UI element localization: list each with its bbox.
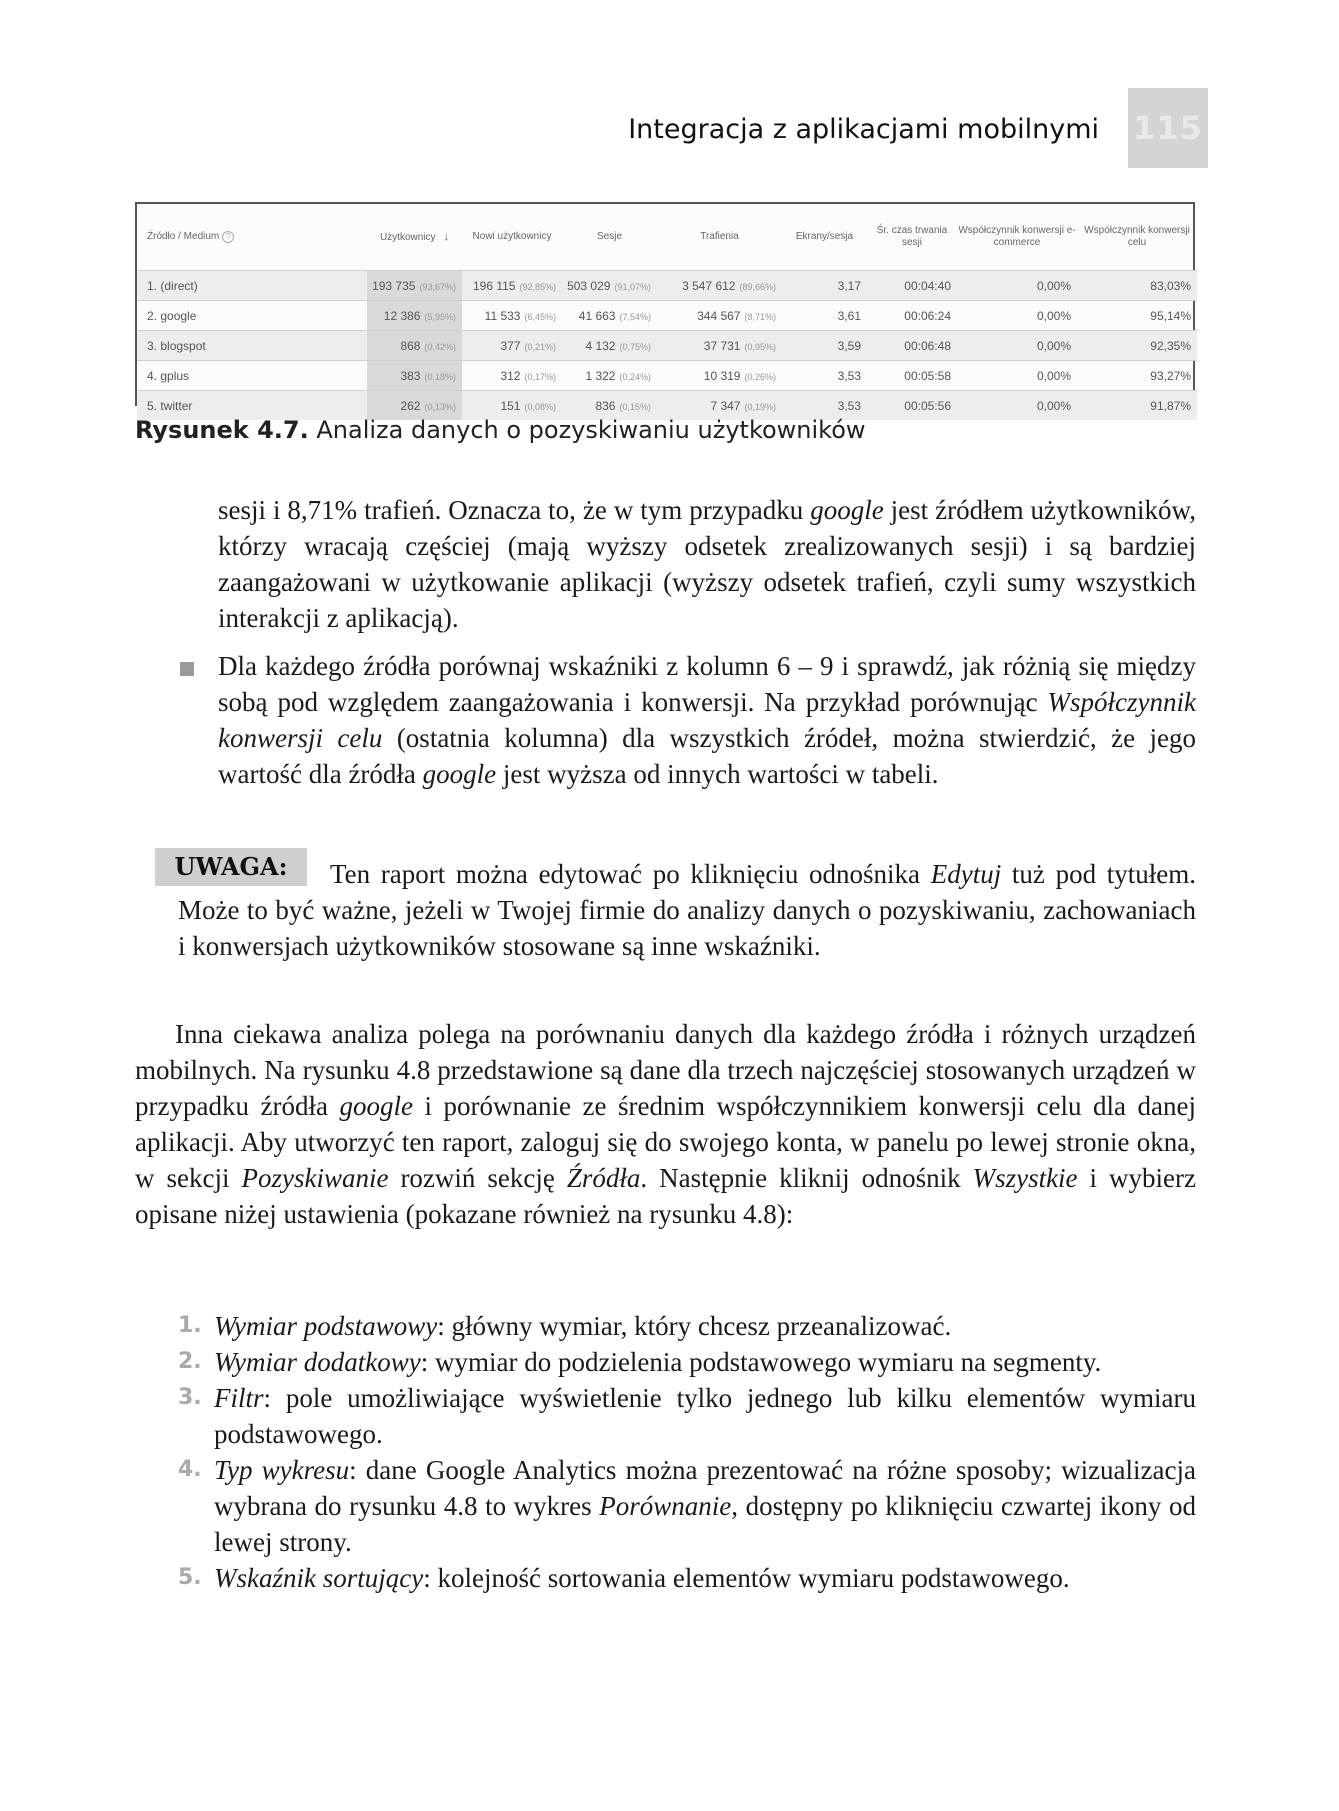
cell-hits: 37 731 (0,95%) bbox=[657, 331, 782, 361]
bullet-square-icon bbox=[180, 662, 194, 676]
paragraph-3: Inna ciekawa analiza polega na porównaniu danych dla każdego źródła i różnych urządzeń mobilnych. Na rysunku 4.8 przedstawione są dane dla trzech najczęściej stosowanych urządzeń w przypadku źródła google i porównanie ze średnim współczynnikiem konwersji celu dla danej aplikacji. Aby utworzyć ten raport, zaloguj się do swojego konta, w panelu po lewej stronie okna, w sekcji Pozyskiwanie rozwiń sekcję Źródła. Następnie kliknij odnośnik Wszystkie i wybierz opisane niżej ustawienia (pokazane również na rysunku 4.8): bbox=[135, 1019, 1196, 1229]
cell-users: 868 (0,42%) bbox=[367, 331, 462, 361]
list-item: 2. Wymiar dodatkowy: wymiar do podzielenia podstawowego wymiaru na segmenty. bbox=[178, 1347, 1102, 1377]
cell-goal: 83,03% bbox=[1077, 271, 1197, 301]
cell-new-users: 151 (0,08%) bbox=[462, 391, 562, 421]
report-table bbox=[137, 204, 1197, 420]
col-header-goal[interactable]: Współczynnik konwersji celu bbox=[1084, 225, 1190, 248]
cell-source[interactable]: 3. blogspot bbox=[137, 331, 367, 361]
cell-new-users: 312 (0,17%) bbox=[462, 361, 562, 391]
list-item: 5. Wskaźnik sortujący: kolejność sortowania elementów wymiaru podstawowego. bbox=[178, 1563, 1070, 1593]
col-header-new-users[interactable]: Nowi użytkownicy bbox=[472, 231, 552, 242]
cell-ecommerce: 0,00% bbox=[957, 271, 1077, 301]
sort-down-icon[interactable]: ↓ bbox=[443, 230, 450, 243]
table-row bbox=[137, 361, 1197, 391]
cell-sessions: 503 029 (91,07%) bbox=[562, 271, 657, 301]
col-header-users[interactable]: Użytkownicy ↓ bbox=[379, 230, 450, 243]
cell-ecommerce: 0,00% bbox=[957, 391, 1077, 421]
caption-text: Analiza danych o pozyskiwaniu użytkowników bbox=[308, 416, 866, 444]
cell-hits: 7 347 (0,19%) bbox=[657, 391, 782, 421]
cell-users: 262 (0,13%) bbox=[367, 391, 462, 421]
cell-duration: 00:06:48 bbox=[867, 331, 957, 361]
cell-ecommerce: 0,00% bbox=[957, 331, 1077, 361]
cell-sessions: 836 (0,15%) bbox=[562, 391, 657, 421]
list-item: 3. Filtr: pole umożliwiające wyświetlenie tylko jednego lub kilku elementów wymiaru podstawowego. bbox=[178, 1383, 1196, 1449]
cell-goal: 95,14% bbox=[1077, 301, 1197, 331]
cell-duration: 00:04:40 bbox=[867, 271, 957, 301]
report-figure bbox=[135, 202, 1195, 413]
col-header-sessions[interactable]: Sesje bbox=[596, 231, 622, 242]
col-header-source[interactable]: Źródło / Medium ? bbox=[137, 204, 367, 271]
col-header-screens[interactable]: Ekrany/sesja bbox=[795, 231, 854, 242]
cell-screens: 3,59 bbox=[782, 331, 867, 361]
cell-sessions: 1 322 (0,24%) bbox=[562, 361, 657, 391]
caption-label: Rysunek 4.7. bbox=[135, 416, 309, 444]
cell-sessions: 4 132 (0,75%) bbox=[562, 331, 657, 361]
cell-goal: 93,27% bbox=[1077, 361, 1197, 391]
cell-goal: 92,35% bbox=[1077, 331, 1197, 361]
cell-screens: 3,61 bbox=[782, 301, 867, 331]
cell-sessions: 41 663 (7,54%) bbox=[562, 301, 657, 331]
cell-new-users: 377 (0,21%) bbox=[462, 331, 562, 361]
cell-screens: 3,53 bbox=[782, 391, 867, 421]
help-icon[interactable]: ? bbox=[222, 231, 234, 243]
cell-ecommerce: 0,00% bbox=[957, 301, 1077, 331]
cell-hits: 10 319 (0,26%) bbox=[657, 361, 782, 391]
paragraph-1: sesji i 8,71% trafień. Oznacza to, że w tym przypadku google jest źródłem użytkowników, którzy wracają częściej (mają wyższy odsetek zrealizowanych sesji) i są bardziej zaangażowani w użytkowanie aplikacji (wyższy odsetek trafień, czyli sumy wszystkich interakcji z aplikacją). bbox=[218, 495, 1197, 633]
paragraph-2: Dla każdego źródła porównaj wskaźniki z kolumn 6 – 9 i sprawdź, jak różnią się między sobą pod względem zaangażowania i konwersji. Na przykład porównując Współczynnik konwersji celu (ostatnia kolumna) dla wszystkich źródeł, można stwierdzić, że jego wartość dla źródła google jest wyższa od innych wartości w tabeli. bbox=[218, 651, 1196, 789]
cell-hits: 344 567 (8,71%) bbox=[657, 301, 782, 331]
cell-source[interactable]: 1. (direct) bbox=[137, 271, 367, 301]
table-row bbox=[137, 331, 1197, 361]
list-item: 1. Wymiar podstawowy: główny wymiar, który chcesz przeanalizować. bbox=[178, 1311, 952, 1341]
col-header-duration[interactable]: Śr. czas trwania sesji bbox=[876, 225, 948, 248]
cell-users: 383 (0,18%) bbox=[367, 361, 462, 391]
cell-duration: 00:06:24 bbox=[867, 301, 957, 331]
list-item: 4. Typ wykresu: dane Google Analytics można prezentować na różne sposoby; wizualizacja wybrana do rysunku 4.8 to wykres Porównanie, dostępny po kliknięciu czwartej ikony od lewej strony. bbox=[178, 1455, 1196, 1557]
running-title: Integracja z aplikacjami mobilnymi bbox=[628, 114, 1099, 145]
table-header-row bbox=[137, 204, 1197, 271]
cell-goal: 91,87% bbox=[1077, 391, 1197, 421]
cell-duration: 00:05:56 bbox=[867, 391, 957, 421]
settings-list bbox=[170, 1308, 1196, 1596]
cell-duration: 00:05:58 bbox=[867, 361, 957, 391]
cell-hits: 3 547 612 (89,66%) bbox=[657, 271, 782, 301]
cell-source[interactable]: 2. google bbox=[137, 301, 367, 331]
page-header bbox=[0, 88, 1339, 168]
table-row bbox=[137, 271, 1197, 301]
cell-new-users: 196 115 (92,85%) bbox=[462, 271, 562, 301]
col-header-ecommerce[interactable]: Współczynnik konwersji e-commerce bbox=[958, 225, 1076, 248]
cell-users: 12 386 (5,95%) bbox=[367, 301, 462, 331]
col-header-hits[interactable]: Trafienia bbox=[700, 231, 739, 242]
cell-source[interactable]: 5. twitter bbox=[137, 391, 367, 421]
note-badge: UWAGA: bbox=[155, 848, 307, 886]
note-text: Ten raport można edytować po kliknięciu odnośnika Edytuj tuż pod tytułem. Może to być ważne, jeżeli w Twojej firmie do analizy danych o pozyskiwaniu, zachowaniach i konwersjach użytkowników stosowane są inne wskaźniki. bbox=[178, 859, 1196, 961]
cell-ecommerce: 0,00% bbox=[957, 361, 1077, 391]
cell-new-users: 11 533 (6,45%) bbox=[462, 301, 562, 331]
cell-screens: 3,53 bbox=[782, 361, 867, 391]
table-row bbox=[137, 301, 1197, 331]
cell-users: 193 735 (93,67%) bbox=[367, 271, 462, 301]
figure-caption bbox=[135, 416, 866, 444]
page-number: 115 bbox=[1128, 88, 1208, 168]
cell-source[interactable]: 4. gplus bbox=[137, 361, 367, 391]
cell-screens: 3,17 bbox=[782, 271, 867, 301]
